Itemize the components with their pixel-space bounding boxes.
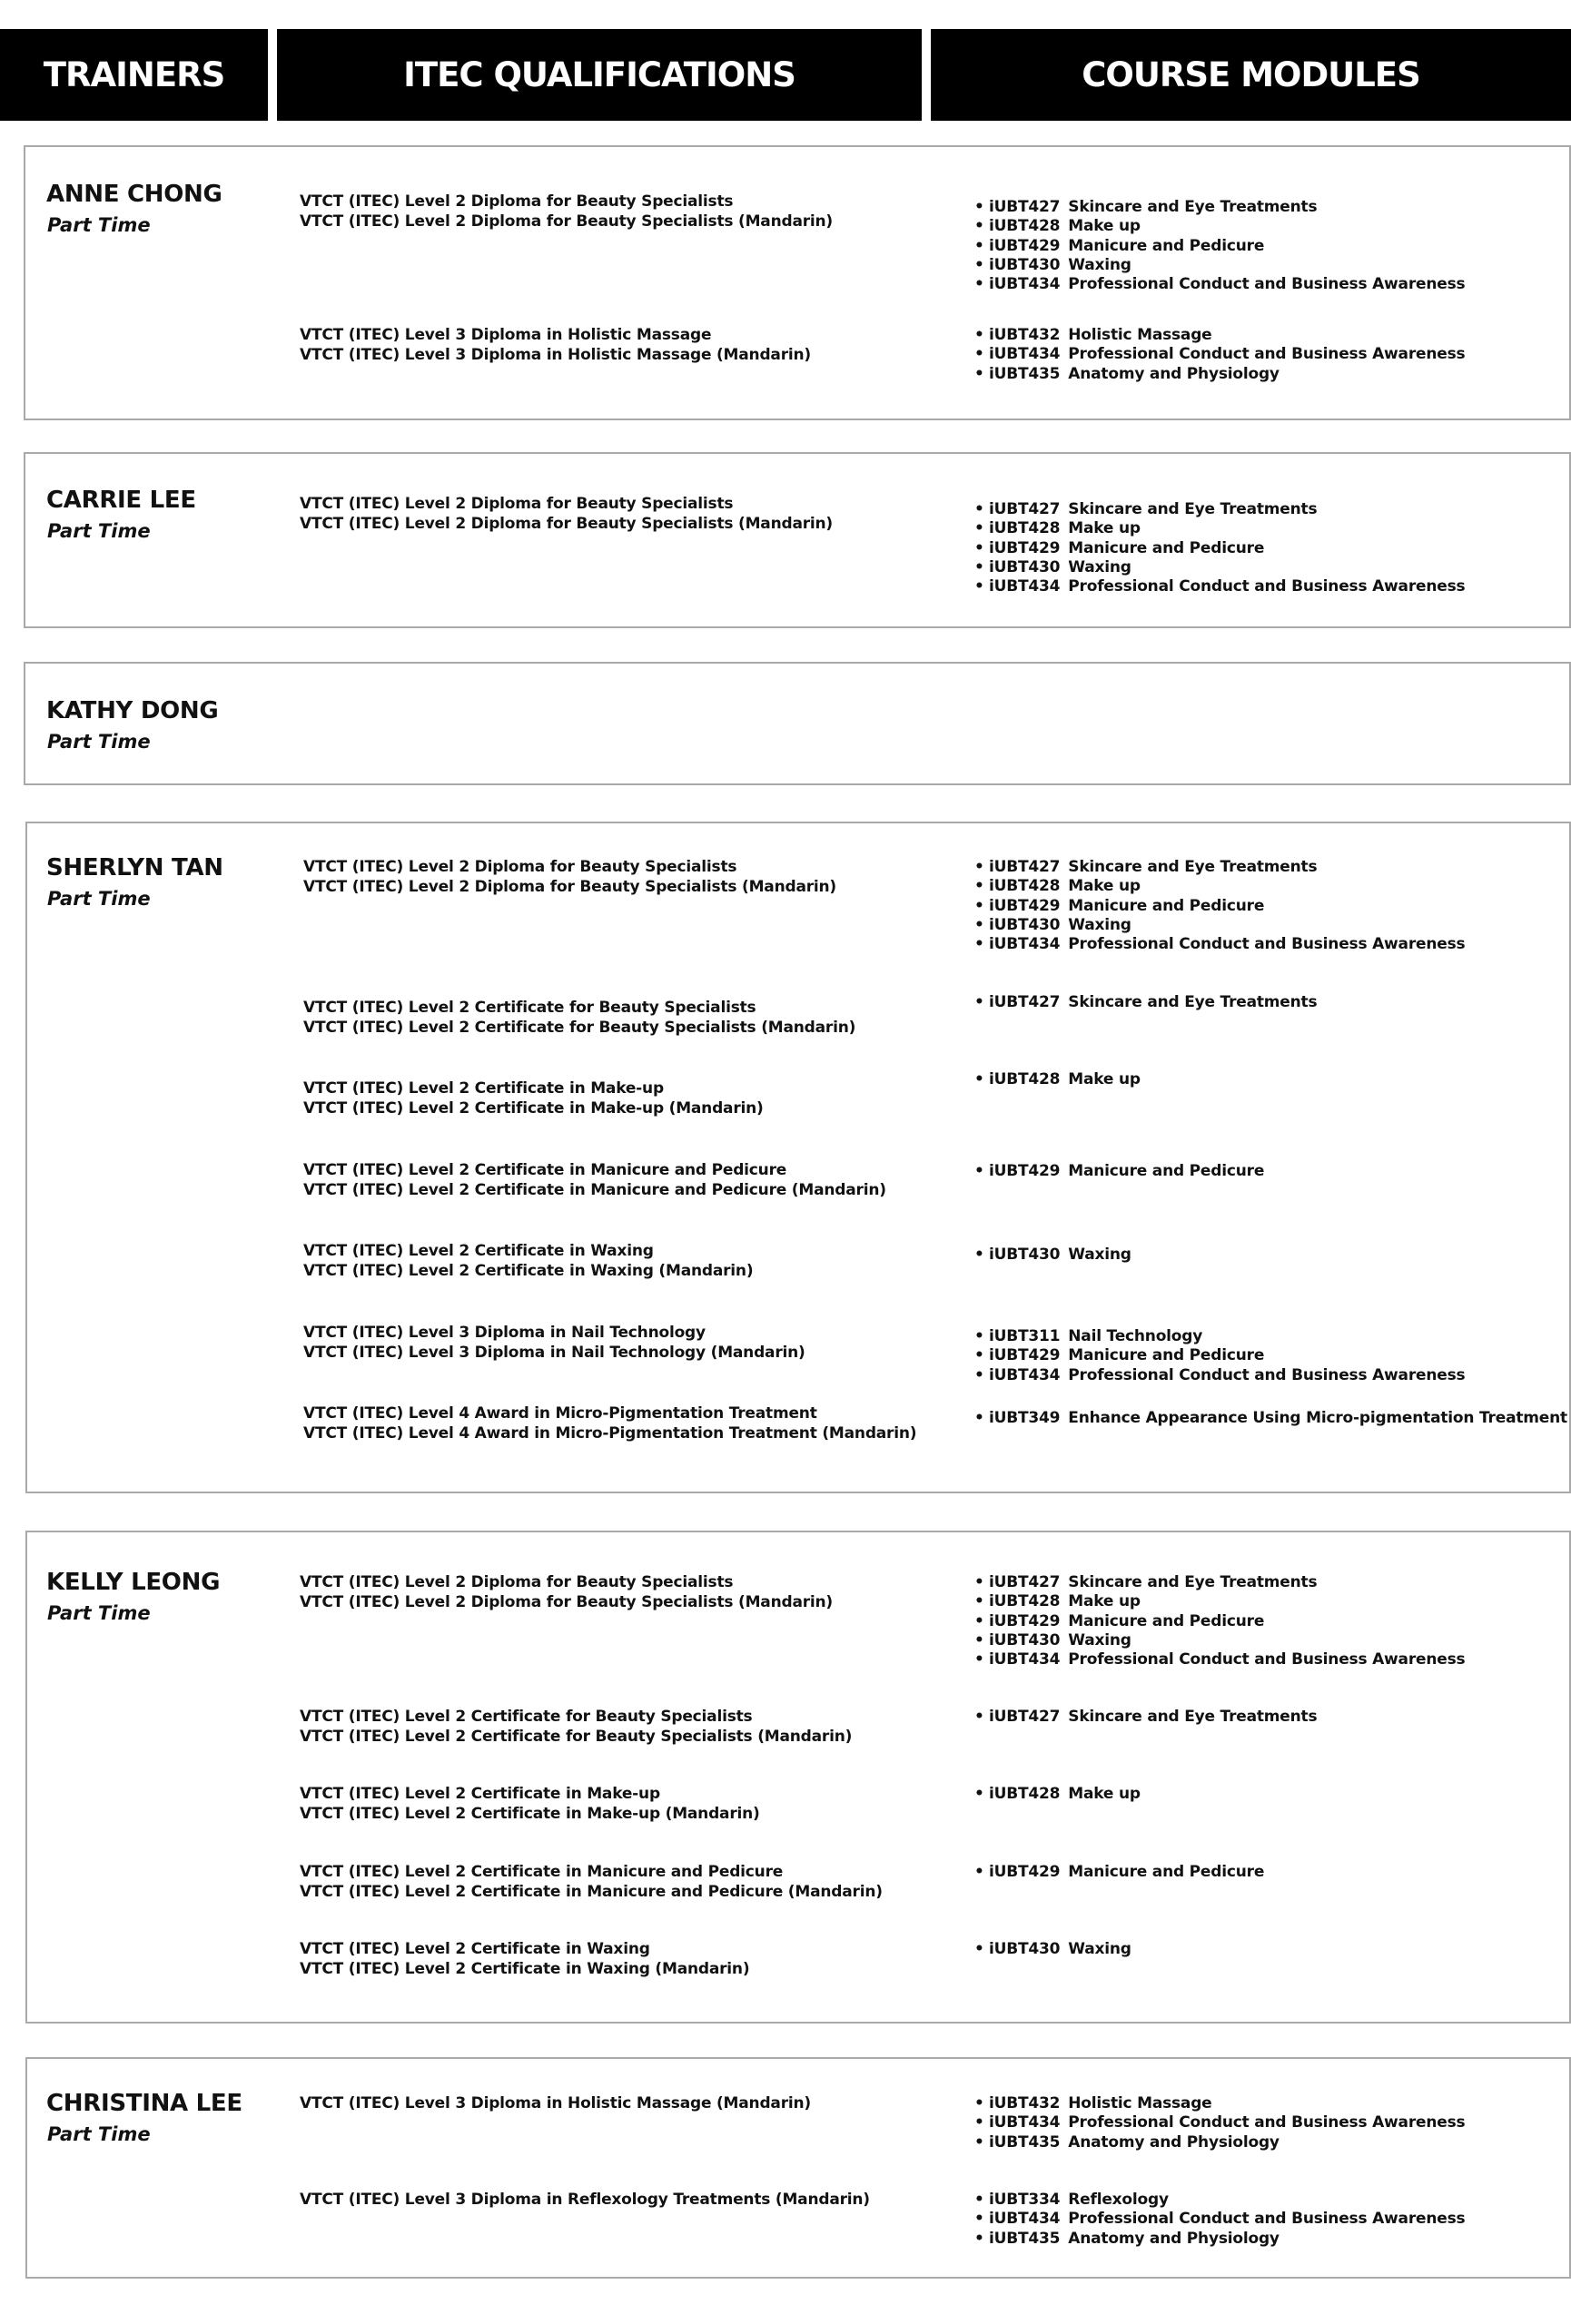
qualification-item: VTCT (ITEC) Level 2 Certificate for Beauty Specialists — [303, 999, 756, 1017]
module-item — [974, 2094, 1465, 2113]
qualification-item: VTCT (ITEC) Level 2 Diploma for Beauty Specialists — [300, 192, 734, 211]
module-item — [974, 2230, 1465, 2249]
module-code: iUBT434 — [989, 577, 1061, 596]
bullet-icon: • — [974, 858, 984, 876]
module-list — [974, 1863, 1264, 1882]
module-item — [974, 1940, 1131, 1959]
module-code: iUBT429 — [989, 538, 1061, 557]
trainer-role: Part Time — [47, 520, 151, 542]
qualification-item: VTCT (ITEC) Level 3 Diploma in Nail Technology — [303, 1324, 706, 1342]
module-item — [974, 1631, 1465, 1650]
module-item — [974, 558, 1465, 577]
module-item — [974, 1708, 1317, 1727]
qualification-group — [303, 1242, 753, 1281]
module-code: iUBT432 — [989, 326, 1061, 344]
module-item — [974, 858, 1465, 877]
module-title: Waxing — [1068, 557, 1131, 576]
module-code: iUBT434 — [989, 275, 1061, 294]
module-code: iUBT427 — [989, 198, 1061, 216]
module-title: Professional Conduct and Business Awareness — [1068, 2210, 1466, 2229]
module-item — [974, 1409, 1567, 1428]
qualification-item: VTCT (ITEC) Level 2 Certificate in Manicure and Pedicure — [303, 1161, 787, 1179]
module-list — [974, 1162, 1264, 1181]
bullet-icon: • — [974, 1573, 984, 1591]
trainer-name: CARRIE LEE — [46, 487, 196, 514]
qualification-group — [300, 1573, 833, 1612]
module-item — [974, 1246, 1131, 1265]
module-item — [974, 2191, 1465, 2210]
module-code: iUBT430 — [989, 1940, 1061, 1958]
bullet-icon: • — [974, 1162, 984, 1180]
bullet-icon: • — [974, 2229, 984, 2248]
qualification-group — [300, 495, 833, 534]
module-title: Skincare and Eye Treatments — [1068, 1708, 1318, 1726]
module-code: iUBT429 — [989, 1611, 1061, 1630]
qualification-group — [300, 1863, 883, 1902]
bullet-icon: • — [974, 1346, 984, 1365]
module-item — [974, 198, 1465, 217]
module-title: Make up — [1068, 877, 1141, 896]
bullet-icon: • — [974, 1863, 984, 1881]
module-item — [974, 993, 1317, 1012]
bullet-icon: • — [974, 1592, 984, 1611]
bullet-icon: • — [974, 993, 984, 1011]
module-list — [974, 1708, 1317, 1727]
qualification-item: VTCT (ITEC) Level 2 Diploma for Beauty Specialists — [300, 495, 734, 513]
bullet-icon: • — [974, 1070, 984, 1088]
qualification-item: VTCT (ITEC) Level 2 Certificate in Waxing — [300, 1940, 650, 1958]
module-title: Enhance Appearance Using Micro-pigmentation Treatment — [1068, 1409, 1567, 1427]
trainer-name: CHRISTINA LEE — [46, 2090, 242, 2117]
module-code: iUBT429 — [989, 896, 1061, 915]
module-title: Manicure and Pedicure — [1068, 1611, 1265, 1630]
module-list — [974, 1246, 1131, 1265]
module-code: iUBT428 — [989, 1592, 1061, 1611]
module-item — [974, 1162, 1264, 1181]
module-item — [974, 2133, 1465, 2152]
bullet-icon: • — [974, 2191, 984, 2209]
module-item — [974, 1612, 1465, 1631]
bullet-icon: • — [974, 1409, 984, 1427]
module-item — [974, 577, 1465, 596]
module-title: Professional Conduct and Business Awareness — [1068, 1650, 1466, 1669]
module-title: Manicure and Pedicure — [1068, 1162, 1265, 1180]
qualification-item: VTCT (ITEC) Level 2 Certificate in Waxing (Mandarin) — [300, 1959, 750, 1978]
module-list — [974, 993, 1317, 1012]
module-title: Holistic Massage — [1068, 326, 1212, 344]
module-list — [974, 2094, 1465, 2152]
bullet-icon: • — [974, 1611, 984, 1630]
header-trainers: TRAINERS — [0, 29, 268, 121]
qualification-group — [303, 1161, 886, 1200]
module-list — [974, 1327, 1465, 1385]
qualification-group — [300, 1940, 749, 1979]
module-item — [974, 539, 1465, 558]
module-title: Anatomy and Physiology — [1068, 2229, 1280, 2248]
module-code: iUBT434 — [989, 2210, 1061, 2229]
bullet-icon: • — [974, 1365, 984, 1384]
module-code: iUBT427 — [989, 1573, 1061, 1591]
module-item — [974, 1650, 1465, 1669]
qualification-item: VTCT (ITEC) Level 3 Diploma in Nail Technology (Mandarin) — [303, 1343, 805, 1362]
bullet-icon: • — [974, 1650, 984, 1669]
module-item — [974, 275, 1465, 294]
trainer-card — [24, 662, 1571, 785]
module-item — [974, 217, 1465, 236]
module-title: Skincare and Eye Treatments — [1068, 500, 1318, 518]
bullet-icon: • — [974, 2113, 984, 2132]
qualification-item: VTCT (ITEC) Level 2 Certificate in Make-up (Mandarin) — [303, 1098, 764, 1118]
module-title: Make up — [1068, 519, 1141, 538]
qualification-item: VTCT (ITEC) Level 3 Diploma in Holistic Massage (Mandarin) — [300, 345, 811, 364]
bullet-icon: • — [974, 275, 984, 294]
qualification-item: VTCT (ITEC) Level 2 Certificate in Make-up (Mandarin) — [300, 1804, 760, 1823]
module-code: iUBT435 — [989, 2229, 1061, 2248]
bullet-icon: • — [974, 1246, 984, 1264]
bullet-icon: • — [974, 1708, 984, 1726]
qualification-item: VTCT (ITEC) Level 2 Certificate for Beauty Specialists (Mandarin) — [300, 1727, 853, 1746]
bullet-icon: • — [974, 1785, 984, 1803]
bullet-icon: • — [974, 2094, 984, 2112]
bullet-icon: • — [974, 557, 984, 576]
module-item — [974, 1366, 1465, 1385]
trainer-name: KATHY DONG — [46, 697, 219, 724]
module-title: Manicure and Pedicure — [1068, 896, 1265, 915]
bullet-icon: • — [974, 1630, 984, 1649]
module-title: Professional Conduct and Business Awareness — [1068, 275, 1466, 294]
qualification-item: VTCT (ITEC) Level 2 Diploma for Beauty Specialists (Mandarin) — [300, 1592, 834, 1611]
module-list — [974, 1940, 1131, 1959]
qualification-item: VTCT (ITEC) Level 3 Diploma in Holistic Massage — [300, 326, 712, 344]
module-item — [974, 237, 1465, 256]
module-code: iUBT432 — [989, 2094, 1061, 2112]
module-list — [974, 326, 1465, 384]
qualification-item: VTCT (ITEC) Level 2 Diploma for Beauty Specialists (Mandarin) — [300, 212, 834, 231]
bullet-icon: • — [974, 1940, 984, 1958]
module-item — [974, 1863, 1264, 1882]
module-code: iUBT434 — [989, 1365, 1061, 1384]
qualification-group — [300, 1785, 760, 1824]
qualification-group — [300, 2094, 811, 2114]
trainer-name: SHERLYN TAN — [46, 854, 223, 881]
qualification-group — [303, 858, 836, 897]
module-code: iUBT428 — [989, 519, 1061, 538]
module-item — [974, 365, 1465, 384]
qualification-item: VTCT (ITEC) Level 2 Diploma for Beauty Specialists (Mandarin) — [300, 514, 834, 533]
module-title: Manicure and Pedicure — [1068, 236, 1265, 255]
bullet-icon: • — [974, 345, 984, 364]
module-code: iUBT429 — [989, 236, 1061, 255]
trainer-role: Part Time — [47, 888, 151, 910]
qualification-item: VTCT (ITEC) Level 2 Certificate in Make-up — [300, 1785, 660, 1803]
qualification-group — [300, 1708, 852, 1747]
qualification-item: VTCT (ITEC) Level 3 Diploma in Holistic Massage (Mandarin) — [300, 2094, 811, 2112]
module-item — [974, 256, 1465, 275]
module-list — [974, 1785, 1141, 1804]
trainer-role: Part Time — [47, 1602, 151, 1624]
module-code: iUBT311 — [989, 1327, 1061, 1345]
bullet-icon: • — [974, 326, 984, 344]
module-item — [974, 1592, 1465, 1611]
bullet-icon: • — [974, 538, 984, 557]
module-list — [974, 1573, 1465, 1669]
module-title: Professional Conduct and Business Awareness — [1068, 935, 1466, 954]
qualification-item: VTCT (ITEC) Level 2 Certificate for Beauty Specialists (Mandarin) — [303, 1018, 856, 1037]
module-code: iUBT435 — [989, 364, 1061, 383]
module-code: iUBT429 — [989, 1863, 1061, 1881]
qualification-item: VTCT (ITEC) Level 2 Certificate in Waxing — [303, 1242, 654, 1260]
module-item — [974, 897, 1465, 916]
module-title: Manicure and Pedicure — [1068, 1346, 1265, 1365]
bullet-icon: • — [974, 935, 984, 954]
module-title: Anatomy and Physiology — [1068, 2132, 1280, 2152]
module-item — [974, 1785, 1141, 1804]
module-item — [974, 519, 1465, 538]
qualification-group — [300, 192, 833, 231]
module-code: iUBT334 — [989, 2191, 1061, 2209]
bullet-icon: • — [974, 896, 984, 915]
module-title: Manicure and Pedicure — [1068, 538, 1265, 557]
trainer-role: Part Time — [47, 731, 151, 753]
module-list — [974, 2191, 1465, 2249]
module-title: Holistic Massage — [1068, 2094, 1212, 2112]
module-item — [974, 2113, 1465, 2132]
module-item — [974, 1327, 1465, 1346]
module-code: iUBT434 — [989, 345, 1061, 364]
module-title: Make up — [1068, 1070, 1141, 1088]
module-item — [974, 326, 1465, 345]
qualification-item: VTCT (ITEC) Level 2 Diploma for Beauty Specialists — [300, 1573, 734, 1591]
module-item — [974, 916, 1465, 935]
module-item — [974, 935, 1465, 954]
module-code: iUBT434 — [989, 2113, 1061, 2132]
module-code: iUBT427 — [989, 1708, 1061, 1726]
module-code: iUBT428 — [989, 1785, 1061, 1803]
module-item — [974, 345, 1465, 364]
qualification-group — [303, 1324, 805, 1363]
qualification-item: VTCT (ITEC) Level 2 Certificate in Make-up — [303, 1079, 664, 1098]
module-code: iUBT428 — [989, 217, 1061, 236]
module-title: Waxing — [1068, 1630, 1131, 1649]
module-code: iUBT430 — [989, 915, 1061, 934]
module-title: Manicure and Pedicure — [1068, 1863, 1265, 1881]
module-code: iUBT429 — [989, 1346, 1061, 1365]
qualification-group — [303, 1404, 916, 1443]
module-code: iUBT428 — [989, 877, 1061, 896]
qualification-group — [303, 999, 855, 1038]
module-title: Professional Conduct and Business Awareness — [1068, 2113, 1466, 2132]
module-title: Make up — [1068, 1592, 1141, 1611]
header-course-modules: COURSE MODULES — [931, 29, 1571, 121]
bullet-icon: • — [974, 198, 984, 216]
module-title: Professional Conduct and Business Awareness — [1068, 577, 1466, 596]
bullet-icon: • — [974, 877, 984, 896]
module-title: Skincare and Eye Treatments — [1068, 858, 1318, 876]
module-title: Skincare and Eye Treatments — [1068, 993, 1318, 1011]
module-title: Make up — [1068, 1785, 1141, 1803]
module-list — [974, 500, 1465, 596]
bullet-icon: • — [974, 2132, 984, 2152]
header-itec-qualifications: ITEC QUALIFICATIONS — [277, 29, 922, 121]
module-list — [974, 1070, 1141, 1089]
module-code: iUBT428 — [989, 1070, 1061, 1088]
bullet-icon: • — [974, 2210, 984, 2229]
module-title: Make up — [1068, 217, 1141, 236]
qualification-item: VTCT (ITEC) Level 2 Certificate in Manicure and Pedicure (Mandarin) — [300, 1882, 883, 1901]
module-code: iUBT427 — [989, 500, 1061, 518]
qualification-group — [300, 326, 811, 365]
bullet-icon: • — [974, 500, 984, 518]
module-list — [974, 198, 1465, 294]
module-title: Waxing — [1068, 255, 1131, 274]
module-code: iUBT430 — [989, 557, 1061, 576]
module-item — [974, 2210, 1465, 2229]
module-title: Reflexology — [1068, 2191, 1169, 2209]
module-item — [974, 500, 1465, 519]
bullet-icon: • — [974, 519, 984, 538]
qualification-group — [303, 1079, 764, 1118]
module-code: iUBT430 — [989, 255, 1061, 274]
trainer-name: KELLY LEONG — [46, 1569, 221, 1596]
qualification-item: VTCT (ITEC) Level 2 Diploma for Beauty Specialists — [303, 858, 737, 876]
qualification-group — [300, 2191, 870, 2211]
qualification-item: VTCT (ITEC) Level 2 Certificate in Waxing (Mandarin) — [303, 1261, 754, 1280]
qualification-item: VTCT (ITEC) Level 2 Certificate for Beauty Specialists — [300, 1708, 753, 1726]
module-code: iUBT427 — [989, 858, 1061, 876]
bullet-icon: • — [974, 1327, 984, 1345]
module-code: iUBT427 — [989, 993, 1061, 1011]
module-item — [974, 1573, 1465, 1592]
module-item — [974, 877, 1465, 896]
module-title: Professional Conduct and Business Awareness — [1068, 345, 1466, 364]
bullet-icon: • — [974, 364, 984, 383]
module-title: Skincare and Eye Treatments — [1068, 1573, 1318, 1591]
module-title: Waxing — [1068, 1940, 1131, 1958]
module-title: Waxing — [1068, 915, 1131, 934]
bullet-icon: • — [974, 236, 984, 255]
module-code: iUBT349 — [989, 1409, 1061, 1427]
qualification-item: VTCT (ITEC) Level 4 Award in Micro-Pigmentation Treatment — [303, 1404, 817, 1423]
module-code: iUBT430 — [989, 1246, 1061, 1264]
qualification-item: VTCT (ITEC) Level 2 Certificate in Manicure and Pedicure (Mandarin) — [303, 1180, 886, 1199]
bullet-icon: • — [974, 577, 984, 596]
module-item — [974, 1070, 1141, 1089]
qualification-item: VTCT (ITEC) Level 4 Award in Micro-Pigmentation Treatment (Mandarin) — [303, 1423, 917, 1443]
module-list — [974, 858, 1465, 954]
qualification-item: VTCT (ITEC) Level 2 Diploma for Beauty Specialists (Mandarin) — [303, 877, 837, 896]
bullet-icon: • — [974, 915, 984, 934]
module-title: Skincare and Eye Treatments — [1068, 198, 1318, 216]
module-code: iUBT435 — [989, 2132, 1061, 2152]
module-code: iUBT429 — [989, 1162, 1061, 1180]
trainer-name: ANNE CHONG — [46, 181, 222, 208]
trainer-role: Part Time — [47, 214, 151, 236]
module-code: iUBT434 — [989, 935, 1061, 954]
trainer-role: Part Time — [47, 2123, 151, 2145]
module-code: iUBT430 — [989, 1630, 1061, 1649]
module-item — [974, 1346, 1465, 1365]
module-code: iUBT434 — [989, 1650, 1061, 1669]
module-title: Professional Conduct and Business Awareness — [1068, 1365, 1466, 1384]
bullet-icon: • — [974, 255, 984, 274]
module-title: Waxing — [1068, 1246, 1131, 1264]
bullet-icon: • — [974, 217, 984, 236]
module-title: Nail Technology — [1068, 1327, 1203, 1345]
module-title: Anatomy and Physiology — [1068, 364, 1280, 383]
qualification-item: VTCT (ITEC) Level 3 Diploma in Reflexology Treatments (Mandarin) — [300, 2191, 870, 2209]
module-list — [974, 1409, 1567, 1428]
qualification-item: VTCT (ITEC) Level 2 Certificate in Manicure and Pedicure — [300, 1863, 784, 1881]
